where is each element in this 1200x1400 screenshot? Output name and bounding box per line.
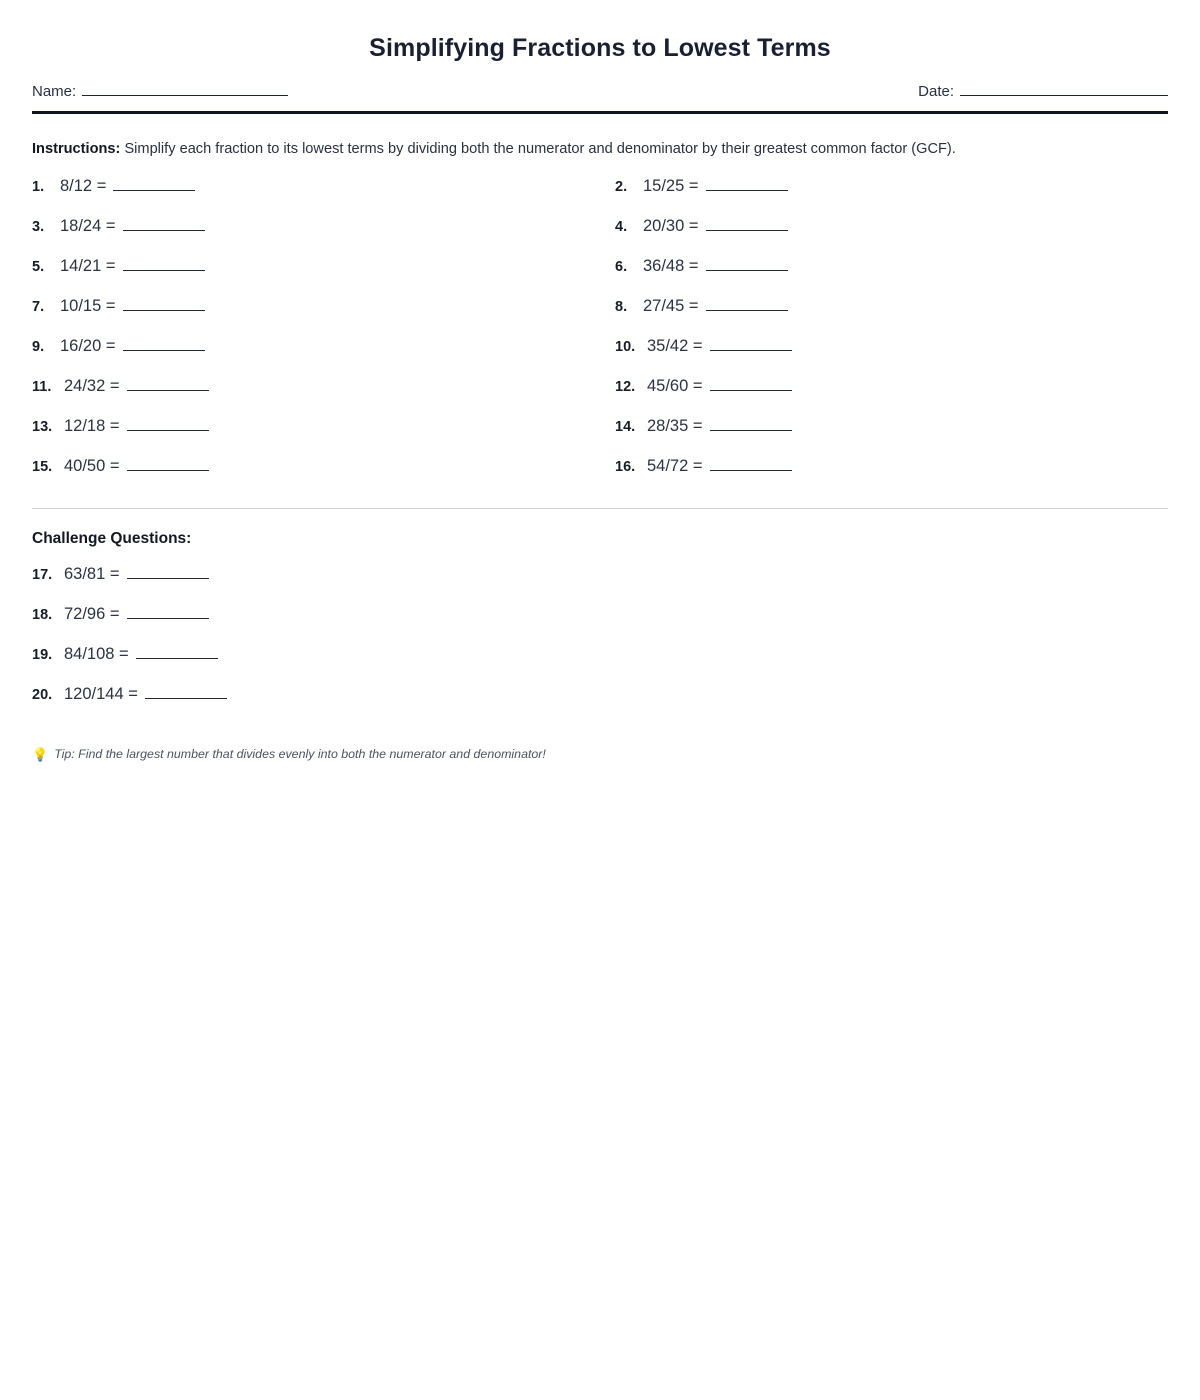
problem-number: 4. [615, 219, 628, 235]
answer-blank[interactable] [113, 176, 195, 191]
answer-blank[interactable] [127, 564, 209, 579]
problem-item [615, 416, 1175, 456]
instructions [32, 140, 1168, 159]
challenge-problems-list [32, 564, 1168, 724]
answer-blank[interactable] [127, 456, 209, 471]
problem-expression: 36/48 = [643, 257, 699, 275]
name-date-row [32, 80, 1168, 106]
header-divider [32, 111, 1168, 114]
problem-expression: 84/108 = [64, 645, 129, 663]
problem-item [32, 216, 592, 256]
problem-expression: 20/30 = [643, 217, 699, 235]
challenge-heading: Challenge Questions: [32, 530, 192, 547]
problem-number: 6. [615, 259, 628, 275]
problem-item [32, 256, 592, 296]
problem-item [32, 644, 1168, 684]
answer-blank[interactable] [127, 376, 209, 391]
problem-expression: 10/15 = [60, 297, 116, 315]
problems-column-right [615, 176, 1175, 496]
problem-number: 7. [32, 299, 45, 315]
problem-number: 17. [32, 567, 53, 583]
problem-number: 3. [32, 219, 45, 235]
problem-item [32, 296, 592, 336]
problem-item [615, 456, 1175, 496]
problem-expression: 16/20 = [60, 337, 116, 355]
answer-blank[interactable] [127, 416, 209, 431]
problem-item [615, 296, 1175, 336]
problem-number: 13. [32, 419, 53, 435]
problem-expression: 35/42 = [647, 337, 703, 355]
answer-blank[interactable] [123, 336, 205, 351]
date-label: Date: [918, 83, 954, 100]
answer-blank[interactable] [123, 296, 205, 311]
problems-column-left [32, 176, 592, 496]
problem-item [615, 256, 1175, 296]
problem-item [32, 684, 1168, 724]
problem-expression: 72/96 = [64, 605, 120, 623]
problem-expression: 120/144 = [64, 685, 138, 703]
answer-blank[interactable] [706, 216, 788, 231]
problem-item [615, 336, 1175, 376]
problem-number: 2. [615, 179, 628, 195]
problem-expression: 27/45 = [643, 297, 699, 315]
answer-blank[interactable] [706, 256, 788, 271]
answer-blank[interactable] [706, 296, 788, 311]
problem-item [32, 336, 592, 376]
problem-expression: 12/18 = [64, 417, 120, 435]
problem-number: 5. [32, 259, 45, 275]
tip-text: Tip: Find the largest number that divides evenly into both the numerator and denominator! [54, 747, 546, 761]
answer-blank[interactable] [123, 216, 205, 231]
problem-number: 12. [615, 379, 636, 395]
problem-number: 10. [615, 339, 636, 355]
problem-item [32, 376, 592, 416]
answer-blank[interactable] [706, 176, 788, 191]
problem-item [32, 564, 1168, 604]
problem-expression: 15/25 = [643, 177, 699, 195]
answer-blank[interactable] [145, 684, 227, 699]
answer-blank[interactable] [123, 256, 205, 271]
problem-number: 11. [32, 379, 52, 395]
worksheet-content [32, 0, 1168, 761]
instructions-text: Simplify each fraction to its lowest terms by dividing both the numerator and denominator by their greatest common factor (GCF). [124, 141, 956, 157]
problem-expression: 18/24 = [60, 217, 116, 235]
problem-number: 1. [32, 179, 45, 195]
name-field-group [32, 80, 288, 100]
problems-grid [32, 176, 1168, 496]
problem-item [32, 604, 1168, 644]
lightbulb-icon: 💡 [32, 746, 49, 762]
problem-expression: 45/60 = [647, 377, 703, 395]
date-input-line[interactable] [960, 80, 1168, 96]
problem-expression: 24/32 = [64, 377, 120, 395]
problem-expression: 14/21 = [60, 257, 116, 275]
answer-blank[interactable] [710, 456, 792, 471]
problem-number: 19. [32, 647, 53, 663]
name-input-line[interactable] [82, 80, 288, 96]
problem-number: 15. [32, 459, 53, 475]
problem-item [32, 456, 592, 496]
instructions-label: Instructions: [32, 141, 121, 157]
problem-item [615, 216, 1175, 256]
page-title: Simplifying Fractions to Lowest Terms [369, 34, 831, 62]
answer-blank[interactable] [710, 416, 792, 431]
problem-number: 14. [615, 419, 636, 435]
problem-item [32, 416, 592, 456]
problem-number: 20. [32, 687, 53, 703]
date-field-group [918, 80, 1168, 100]
tip-row [32, 747, 1168, 761]
problem-item [615, 376, 1175, 416]
problem-expression: 40/50 = [64, 457, 120, 475]
problem-number: 8. [615, 299, 628, 315]
answer-blank[interactable] [710, 336, 792, 351]
problem-number: 16. [615, 459, 636, 475]
answer-blank[interactable] [127, 604, 209, 619]
name-label: Name: [32, 83, 77, 100]
problem-item [32, 176, 592, 216]
answer-blank[interactable] [710, 376, 792, 391]
answer-blank[interactable] [136, 644, 218, 659]
problem-number: 9. [32, 339, 45, 355]
problem-number: 18. [32, 607, 53, 623]
problem-expression: 63/81 = [64, 565, 120, 583]
section-divider [32, 508, 1168, 509]
problem-item [615, 176, 1175, 216]
problem-expression: 54/72 = [647, 457, 703, 475]
problem-expression: 8/12 = [60, 177, 107, 195]
problem-expression: 28/35 = [647, 417, 703, 435]
